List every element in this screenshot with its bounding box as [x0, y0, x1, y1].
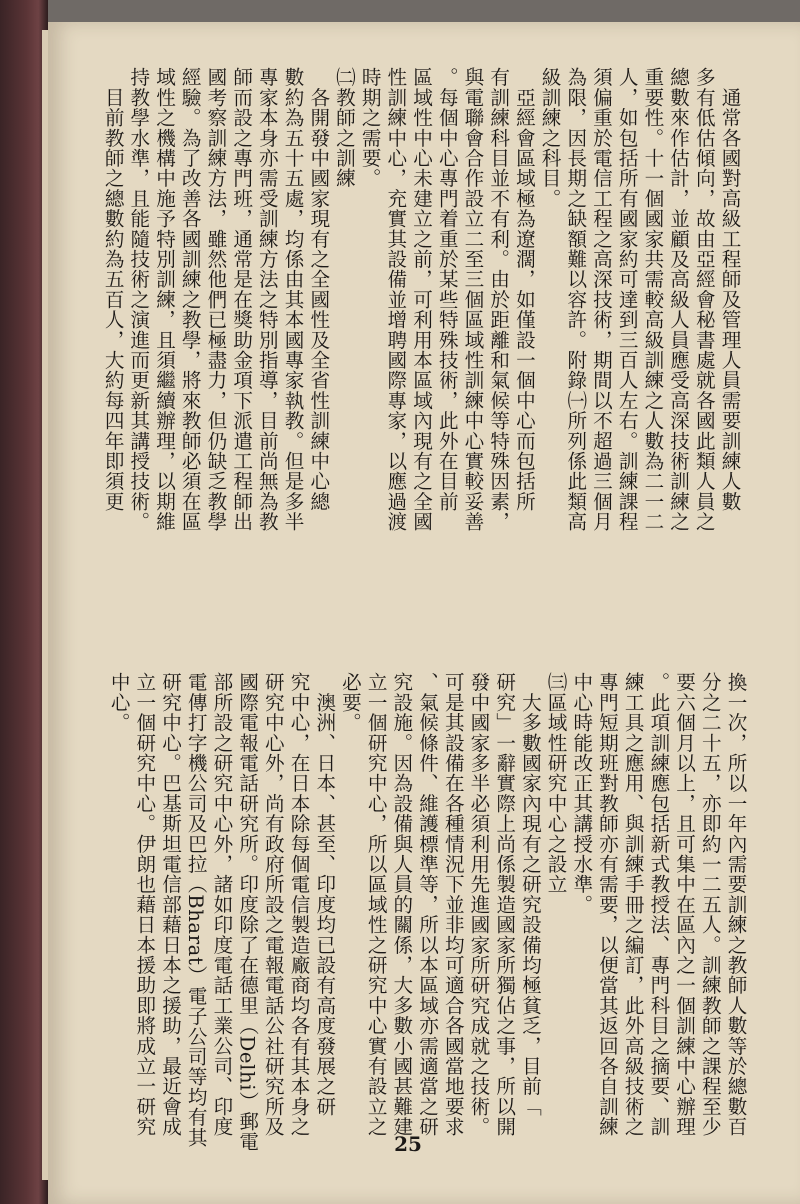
top-text-block	[99, 67, 742, 647]
text-column: 澳洲、日本、甚至、印度均已設有高度發展之研	[312, 672, 336, 1117]
text-column: 立一個研究中心。伊朗也藉日本援助即將成立一研究	[132, 672, 156, 1137]
text-column: 區域性中心未建立之前，可利用本區域內現有之全國	[409, 67, 433, 532]
text-column: ㈢區域性研究中心之設立	[544, 672, 568, 895]
text-column: 持教學水準，且能隨技術之演進而更新其講授技術。	[126, 67, 150, 532]
text-column: 級訓練之科目。	[538, 67, 562, 209]
text-column: 通常各國對高級工程師及管理人員需要訓練人數	[718, 67, 741, 512]
text-column: 中心時能改正其講授水準。	[569, 672, 593, 915]
text-column: 研究」一辭實際上尚係製造國家所獨佔之事，所以開	[492, 672, 516, 1137]
text-column: 與電聯會合作設立二至三個區域性訓練中心實較妥善	[460, 67, 484, 532]
text-column: 研究中心外，尚有政府所設之電報電話公社研究所及	[261, 672, 285, 1137]
text-column: 性訓練中心，充實其設備並增聘國際專家，以應過渡	[383, 67, 407, 532]
text-column: 。此項訓練應包括新式教授法、專門科目之摘要、訓	[646, 672, 670, 1137]
text-column: 可是其設備在各種情況下並非均可適合各國當地要求	[441, 672, 465, 1137]
text-column: 研究中心。巴基斯坦電信部藉日本之援助，最近會成	[158, 672, 182, 1137]
text-column: 目前教師之總數約為五百人，大約每四年即須更	[101, 67, 125, 512]
text-column: 練工具之應用、與訓練手冊之編訂，此外高級技術之	[621, 672, 645, 1137]
text-column: 。每個中心專門着重於某些特殊技術，此外在目前	[435, 67, 459, 512]
text-column: 亞經會區域極為遼濶，如僅設一個中心而包括所	[512, 67, 536, 512]
text-column: 重要性。十一個國家共需較高級訓練之人數為二一二	[640, 67, 664, 532]
text-column: 域性之機構中施予特別訓練，且須繼續辦理，以期維	[152, 67, 176, 532]
text-column: 多有低估傾向，故由亞經會秘書處就各國此類人員之	[692, 67, 716, 532]
text-column: 國際電報電話研究所。印度除了在德里（Delhi）郵電	[235, 672, 259, 1152]
text-column: 須偏重於電信工程之高深技術，期間以不超過三個月	[589, 67, 613, 532]
text-column: 分之二十五，亦即約一二五人。訓練教師之課程至少	[698, 672, 722, 1137]
page-number: 25	[394, 1132, 422, 1156]
text-column: 要六個月以上，且可集中在區內之一個訓練中心辦理	[672, 672, 696, 1137]
text-column: 大多數國家內現有之研究設備均極貧乏，目前「	[518, 672, 542, 1117]
text-column: 經驗。為了改善各國訓練之教學，將來教師必須在區	[178, 67, 202, 532]
text-column: 數約為五十五處，均係由其本國專家執教。但是多半	[281, 67, 305, 532]
text-column: 師而設之專門班，通常是在獎助金項下派遣工程師出	[229, 67, 253, 532]
book-binding	[0, 0, 48, 1204]
book-page	[48, 22, 800, 1204]
text-column: 立一個研究中心，所以區域性之研究中心實有設立之	[364, 672, 388, 1137]
text-column: 必要。	[338, 672, 362, 733]
text-column: 國考察訓練方法，雖然他們已極盡力，但仍缺乏教學	[203, 67, 227, 532]
text-column: 發中國家多半必須利用先進國家所研究成就之技術。	[466, 672, 490, 1137]
text-column: 專門短期班對教師亦有需要，以便當其返回各自訓練	[595, 672, 619, 1137]
text-column: 部所設之研究中心外，諸如印度電話工業公司、印度	[209, 672, 233, 1137]
text-column: 中心。	[107, 672, 131, 733]
text-column: 各開發中國家現有之全國性及全省性訓練中心總	[306, 67, 330, 512]
text-column: 究中心，在日本除每個電信製造廠商均各有其本身之	[287, 672, 311, 1137]
text-column: 時期之需要。	[358, 67, 382, 189]
text-column: 人，如包括所有國家約可達到三百人左右。訓練課程	[615, 67, 639, 532]
text-column: 專家本身亦需受訓練方法之特別指導，目前尚無為教	[255, 67, 279, 532]
text-column: 為限，因長期之缺額難以容許。附錄㈠所列係此類高	[563, 67, 587, 532]
text-column: 有訓練科目並不有利。由於距離和氣候等特殊因素，	[486, 67, 510, 532]
text-column: 究設施。因為設備與人員的關係，大多數小國甚難建	[389, 672, 413, 1137]
text-column: 電傳打字機公司及巴拉（Bharat）電子公司等均有其	[184, 672, 208, 1148]
text-column: ㈡教師之訓練	[332, 67, 356, 189]
text-column: 換一次，所以一年內需要訓練之教師人數等於總數百	[724, 672, 747, 1137]
text-column: 、氣候條件、維護標準等，所以本區域亦需適當之研	[415, 672, 439, 1137]
text-column: 總數來作估計，並顧及高級人員應受高深技術訓練之	[666, 67, 690, 532]
